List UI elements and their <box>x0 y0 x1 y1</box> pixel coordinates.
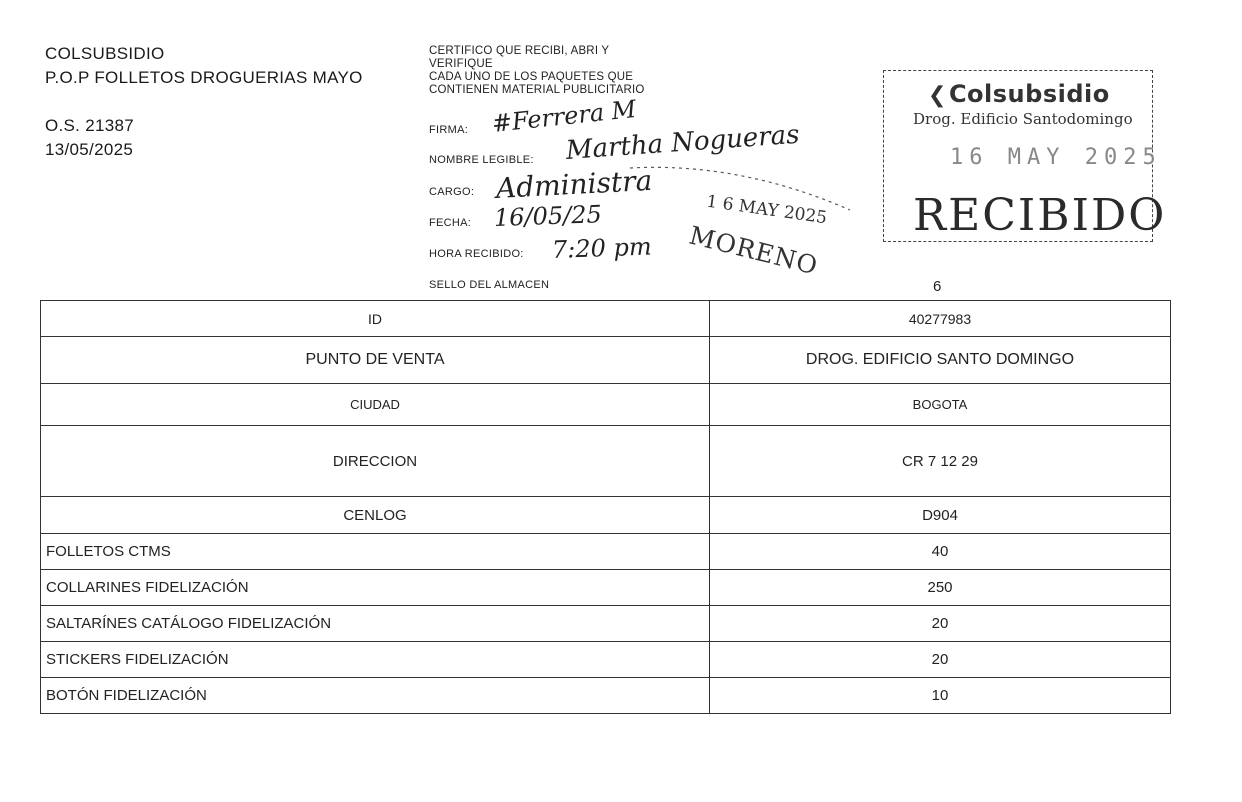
hora-label: HORA RECIBIDO: <box>429 248 524 260</box>
table-row <box>41 534 1171 570</box>
brand-arrow-icon: ❮ <box>928 83 947 108</box>
cert-line-4: CONTIENEN MATERIAL PUBLICITARIO <box>429 84 645 96</box>
stamp-brand-text: Colsubsidio <box>948 80 1110 108</box>
spacer <box>45 90 363 114</box>
fecha-label: FECHA: <box>429 217 472 229</box>
firma-signature: #Ferrera M <box>490 94 638 138</box>
page-number: 6 <box>933 278 942 295</box>
punto-label: PUNTO DE VENTA <box>41 337 710 384</box>
stamp-store: Drog. Edificio Santodomingo <box>913 110 1133 128</box>
table-row <box>41 678 1171 714</box>
cenlog-label: CENLOG <box>41 497 710 534</box>
company-name: COLSUBSIDIO <box>45 44 165 63</box>
certification-text <box>429 45 645 97</box>
order-number: O.S. 21387 <box>45 116 135 135</box>
moreno-stamp: MORENO <box>686 220 822 281</box>
table-row <box>41 384 1171 426</box>
item-qty: 40 <box>710 534 1171 570</box>
stamp-received-text: RECIBIDO <box>913 190 1167 241</box>
hora-handwritten: 7:20 pm <box>551 232 653 264</box>
table-row <box>41 301 1171 337</box>
item-name: SALTARÍNES CATÁLOGO FIDELIZACIÓN <box>41 606 710 642</box>
firma-label: FIRMA: <box>429 124 469 136</box>
nombre-handwritten: Martha Nogueras <box>564 119 801 166</box>
cert-line-3: CADA UNO DE LOS PAQUETES QUE <box>429 71 634 83</box>
item-qty: 20 <box>710 642 1171 678</box>
table-row <box>41 497 1171 534</box>
id-label: ID <box>41 301 710 337</box>
cargo-handwritten: Administra <box>495 163 653 205</box>
punto-value: DROG. EDIFICIO SANTO DOMINGO <box>710 337 1171 384</box>
table-row <box>41 337 1171 384</box>
sello-label: SELLO DEL ALMACEN <box>429 279 550 291</box>
stamp-brand <box>928 80 1110 108</box>
direccion-label: DIRECCION <box>41 426 710 497</box>
table-row <box>41 570 1171 606</box>
delivery-table <box>40 300 1171 714</box>
cert-line-2: VERIFIQUE <box>429 58 493 70</box>
cenlog-value: D904 <box>710 497 1171 534</box>
table-row <box>41 426 1171 497</box>
item-name: STICKERS FIDELIZACIÓN <box>41 642 710 678</box>
item-qty: 10 <box>710 678 1171 714</box>
ciudad-value: BOGOTA <box>710 384 1171 426</box>
header-block <box>45 42 363 162</box>
item-name: BOTÓN FIDELIZACIÓN <box>41 678 710 714</box>
fecha-handwritten: 16/05/25 <box>493 200 603 232</box>
table-row <box>41 606 1171 642</box>
table-row <box>41 642 1171 678</box>
cert-line-1: CERTIFICO QUE RECIBI, ABRI Y <box>429 45 610 57</box>
item-qty: 20 <box>710 606 1171 642</box>
stamp-date: 16 MAY 2025 <box>950 145 1162 170</box>
ciudad-label: CIUDAD <box>41 384 710 426</box>
document-date: 13/05/2025 <box>45 140 134 159</box>
item-name: FOLLETOS CTMS <box>41 534 710 570</box>
cargo-label: CARGO: <box>429 186 475 198</box>
direccion-value: CR 7 12 29 <box>710 426 1171 497</box>
campaign-title: P.O.P FOLLETOS DROGUERIAS MAYO <box>45 68 363 87</box>
item-qty: 250 <box>710 570 1171 606</box>
item-name: COLLARINES FIDELIZACIÓN <box>41 570 710 606</box>
nombre-label: NOMBRE LEGIBLE: <box>429 154 534 166</box>
date-stamp: 1 6 MAY 2025 <box>705 191 829 229</box>
id-value: 40277983 <box>710 301 1171 337</box>
